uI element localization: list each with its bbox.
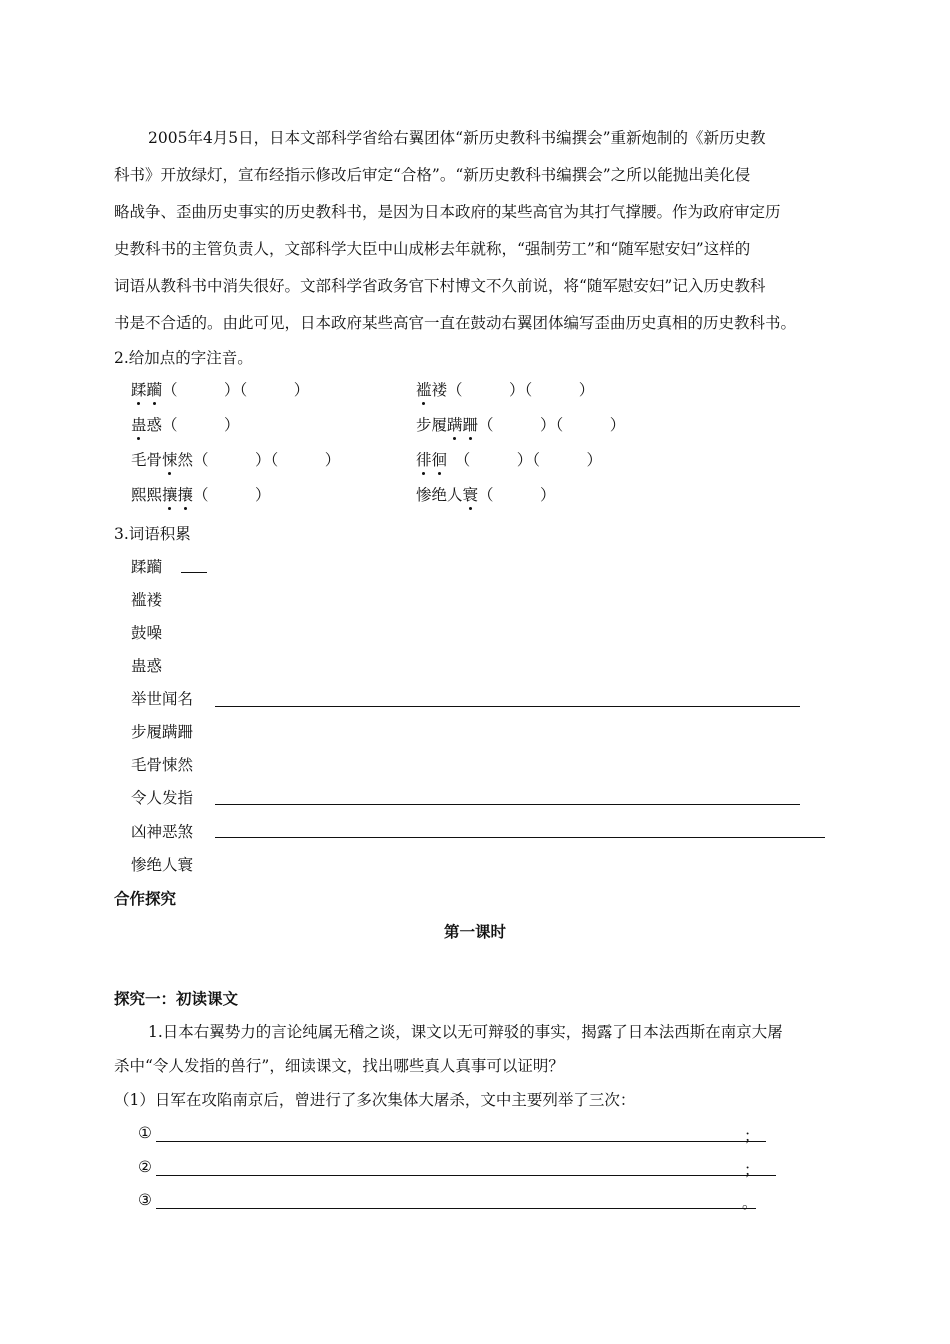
- question-line-1: 1.日本右翼势力的言论纯属无稽之谈，课文以无可辩驳的事实，揭露了日本法西斯在南京大屠: [148, 1023, 783, 1041]
- answer-line[interactable]: [181, 572, 207, 573]
- intro-line-5: 词语从教科书中消失很好。文部科学省政务官下村博文不久前说，将“随军慰安妇”记入历史教科: [114, 277, 766, 295]
- plain-chars: 惨绝人: [416, 486, 463, 504]
- dotted-char: 徊: [432, 448, 448, 470]
- pinyin-item: [416, 483, 556, 505]
- intro-line-3: 略战争、歪曲历史事实的历史教科书，是因为日本政府的某些高官为其打气撑腰。作为政府审定历: [114, 203, 781, 221]
- sub-question: （1）日军在攻陷南京后，曾进行了多次集体大屠杀，文中主要列举了三次：: [114, 1091, 636, 1109]
- answer-line[interactable]: [156, 1208, 756, 1209]
- word-item: 举世闻名: [131, 690, 194, 708]
- word-item: 蛊惑: [131, 657, 163, 675]
- blank-end: ；: [744, 1161, 760, 1179]
- blank-marker: ②: [138, 1158, 152, 1176]
- word-item: 毛骨悚然: [131, 756, 194, 774]
- word-item: 蹂躏: [131, 558, 163, 576]
- answer-line[interactable]: [215, 706, 800, 707]
- pinyin-item: [416, 413, 625, 435]
- answer-parens: （ ）（ ）: [447, 451, 603, 469]
- pinyin-item: [416, 378, 594, 400]
- answer-line[interactable]: [156, 1175, 776, 1176]
- word-item: 惨绝人寰: [131, 856, 194, 874]
- plain-chars: 毛骨: [131, 451, 163, 469]
- answer-line[interactable]: [215, 804, 800, 805]
- blank-marker: ①: [138, 1124, 152, 1142]
- intro-line-2: 科书》开放绿灯，宣布经指示修改后审定“合格”。“新历史教科书编撰会”之所以能抛出美化侵: [114, 166, 751, 184]
- blank-end: ；: [744, 1127, 760, 1145]
- pinyin-item: [131, 448, 340, 470]
- q2-title: 2.给加点的字注音。: [114, 349, 253, 367]
- blank-marker: ③: [138, 1191, 152, 1209]
- plain-chars: 熙熙: [131, 486, 163, 504]
- answer-parens: （ ）: [193, 486, 271, 504]
- dotted-char: 攘: [178, 483, 194, 505]
- dotted-char: 攘: [162, 483, 178, 505]
- answer-parens: （ ）（ ）: [447, 381, 595, 399]
- word-item: 令人发指: [131, 789, 194, 807]
- plain-char: 惑: [146, 416, 163, 434]
- question-line-2: 杀中“令人发指的兽行”，细读课文，找出哪些真人真事可以证明？: [114, 1057, 564, 1075]
- word-item: 凶神恶煞: [131, 823, 194, 841]
- answer-parens: （ ）（ ）: [478, 416, 626, 434]
- pinyin-item: [416, 448, 602, 470]
- intro-line-4: 史教科书的主管负责人，文部科学大臣中山成彬去年就称，“强制劳工”和“随军慰安妇”这样的: [114, 240, 751, 258]
- answer-line[interactable]: [215, 837, 825, 838]
- intro-line-1: 2005年4月5日，日本文部科学省给右翼团体“新历史教科书编撰会”重新炮制的《新历史教: [148, 129, 766, 147]
- answer-parens: （ ）（ ）: [193, 451, 341, 469]
- section-heading: 合作探究: [114, 890, 177, 908]
- plain-chars: 步履: [416, 416, 448, 434]
- plain-char: 褛: [431, 381, 448, 399]
- answer-parens: （ ）: [162, 416, 240, 434]
- explore-title: 探究一：初读课文: [114, 990, 239, 1008]
- word-item: 步履蹒跚: [131, 723, 194, 741]
- plain-char: 然: [177, 451, 194, 469]
- lesson-title: 第一课时: [443, 923, 506, 941]
- word-item: 褴褛: [131, 591, 163, 609]
- pinyin-item: [131, 413, 240, 435]
- dotted-char: 徘: [416, 448, 432, 470]
- answer-parens: （ ）: [478, 486, 556, 504]
- dotted-char: 寰: [463, 483, 479, 505]
- pinyin-item: [131, 378, 309, 400]
- word-item: 鼓噪: [131, 624, 163, 642]
- dotted-char: 褴: [416, 378, 432, 400]
- dotted-char: 蹂: [131, 378, 147, 400]
- dotted-char: 蛊: [131, 413, 147, 435]
- dotted-char: 跚: [463, 413, 479, 435]
- dotted-char: 躏: [147, 378, 163, 400]
- dotted-char: 悚: [162, 448, 178, 470]
- intro-line-6: 书是不合适的。由此可见，日本政府某些高官一直在鼓动右翼团体编写歪曲历史真相的历史教科书。: [114, 314, 797, 332]
- dotted-char: 蹒: [447, 413, 463, 435]
- answer-parens: （ ）（ ）: [162, 381, 310, 399]
- answer-line[interactable]: [156, 1141, 766, 1142]
- blank-end: 。: [742, 1194, 758, 1212]
- pinyin-item: [131, 483, 271, 505]
- q3-title: 3.词语积累: [114, 525, 191, 543]
